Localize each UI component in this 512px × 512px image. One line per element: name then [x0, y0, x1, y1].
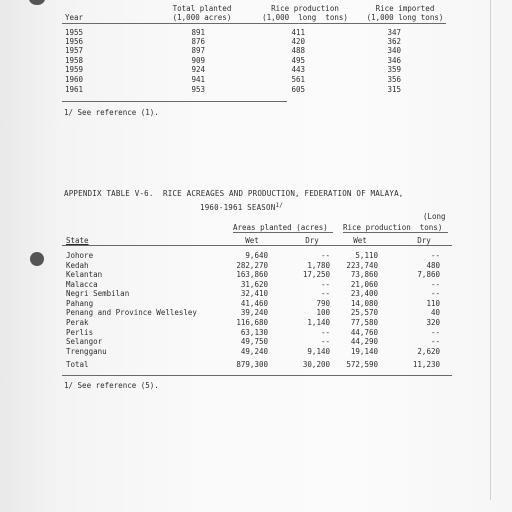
t2-dry-tons: -- — [430, 251, 440, 260]
t2-wet-tons: 14,080 — [350, 299, 378, 308]
t2-header-areas: Areas planted (acres) — [233, 223, 328, 232]
t2-wet-acres: 49,240 — [240, 347, 268, 356]
t1-header-rice-2: (1,000 long tons) — [262, 13, 348, 22]
t2-dry-tons: -- — [430, 337, 440, 346]
t2-state: Pahang — [66, 299, 94, 308]
t2-dry-acres: 1,780 — [307, 261, 330, 270]
t2-dry-tons: 320 — [426, 318, 440, 327]
binder-hole-top — [29, 0, 45, 5]
t2-header-unit-top: (Long — [423, 212, 446, 221]
t2-footnote: 1/ See reference (5). — [64, 381, 159, 390]
t2-dry-acres: -- — [320, 280, 330, 289]
t2-header-state: State — [66, 236, 89, 245]
t2-state: Kelantan — [66, 270, 103, 279]
t2-state: Negri Sembilan — [66, 289, 130, 298]
t2-wet-tons: 25,570 — [350, 308, 378, 317]
t2-header-rule — [62, 245, 452, 246]
t2-dry-tons: 40 — [430, 308, 440, 317]
t1-imported: 340 — [387, 46, 401, 55]
t1-imported: 362 — [387, 37, 401, 46]
binder-hole-middle — [30, 252, 44, 266]
t1-rice: 411 — [291, 28, 305, 37]
t1-year: 1955 — [65, 28, 84, 37]
t1-imported: 347 — [387, 28, 401, 37]
t2-wet-acres: 282,270 — [236, 261, 268, 270]
t1-imported: 315 — [387, 85, 401, 94]
t2-state: Perlis — [66, 328, 94, 337]
t2-total-dry-tons: 11,230 — [412, 360, 440, 369]
t2-header-dry-areas: Dry — [305, 236, 319, 245]
t2-wet-acres: 31,620 — [240, 280, 268, 289]
t2-dry-tons: 480 — [426, 261, 440, 270]
t2-title: APPENDIX TABLE V-6. RICE ACREAGES AND PRODUCTION, FEDERATION OF MALAYA, — [64, 189, 404, 198]
t1-header-planted-1: Total planted — [172, 4, 232, 13]
t1-header-rule — [62, 23, 446, 24]
t2-total-wet-acres: 879,300 — [236, 360, 268, 369]
t2-state: Johore — [66, 251, 94, 260]
t2-rice-underline — [343, 232, 448, 233]
t2-state: Penang and Province Wellesley — [66, 308, 197, 317]
t2-subtitle-footnote-ref: 1/ — [275, 202, 284, 209]
t1-year: 1956 — [65, 37, 84, 46]
t1-rice: 443 — [291, 65, 305, 74]
t2-dry-acres: -- — [320, 289, 330, 298]
t2-total-dry-acres: 30,200 — [302, 360, 330, 369]
t1-footnote: 1/ See reference (1). — [64, 108, 159, 117]
t2-wet-acres: 116,680 — [236, 318, 268, 327]
t2-bottom-rule — [62, 375, 452, 376]
t2-state: Trengganu — [66, 347, 107, 356]
t2-wet-acres: 39,240 — [240, 308, 268, 317]
t1-planted: 909 — [191, 56, 205, 65]
t2-areas-underline — [233, 232, 333, 233]
t2-total-wet-tons: 572,590 — [346, 360, 378, 369]
t2-dry-tons: 7,860 — [417, 270, 440, 279]
t2-header-wet-areas: Wet — [245, 236, 259, 245]
t2-dry-acres: 1,140 — [307, 318, 330, 327]
t1-planted: 876 — [191, 37, 205, 46]
t1-rice: 420 — [291, 37, 305, 46]
t1-year: 1958 — [65, 56, 84, 65]
t1-rice: 605 — [291, 85, 305, 94]
t1-planted: 897 — [191, 46, 205, 55]
t1-planted: 953 — [191, 85, 205, 94]
t2-header-dry-rice: Dry — [417, 236, 431, 245]
t1-imported: 359 — [387, 65, 401, 74]
t2-wet-acres: 41,460 — [240, 299, 268, 308]
t1-rice: 495 — [291, 56, 305, 65]
t2-dry-acres: 790 — [316, 299, 330, 308]
t1-planted: 941 — [191, 75, 205, 84]
t2-wet-acres: 163,860 — [236, 270, 268, 279]
t2-wet-tons: 223,740 — [346, 261, 378, 270]
t2-wet-tons: 21,060 — [350, 280, 378, 289]
t2-wet-tons: 5,110 — [355, 251, 378, 260]
t1-imported: 356 — [387, 75, 401, 84]
t1-year: 1957 — [65, 46, 84, 55]
t2-wet-tons: 44,290 — [350, 337, 378, 346]
t2-header-rice: Rice production tons) — [343, 223, 443, 232]
t1-planted: 924 — [191, 65, 205, 74]
t2-dry-tons: -- — [430, 280, 440, 289]
t2-wet-tons: 44,760 — [350, 328, 378, 337]
page-edge — [490, 0, 491, 500]
t1-rice: 488 — [291, 46, 305, 55]
t2-subtitle-text: 1960-1961 SEASON — [200, 203, 276, 212]
t2-dry-tons: -- — [430, 328, 440, 337]
t2-wet-acres: 49,750 — [240, 337, 268, 346]
t2-wet-tons: 73,860 — [350, 270, 378, 279]
t2-wet-tons: 19,140 — [350, 347, 378, 356]
t2-wet-acres: 32,410 — [240, 289, 268, 298]
t2-dry-tons: 110 — [426, 299, 440, 308]
t2-dry-acres: -- — [320, 328, 330, 337]
t2-header-wet-rice: Wet — [353, 236, 367, 245]
t2-state: Malacca — [66, 280, 98, 289]
t2-state: Selangor — [66, 337, 103, 346]
t1-year: 1961 — [65, 85, 84, 94]
t1-planted: 891 — [191, 28, 205, 37]
t1-year: 1960 — [65, 75, 84, 84]
t2-state: Perak — [66, 318, 89, 327]
t2-subtitle — [200, 203, 283, 213]
t2-wet-acres: 63,130 — [240, 328, 268, 337]
t2-dry-tons: -- — [430, 289, 440, 298]
t2-dry-tons: 2,620 — [417, 347, 440, 356]
t1-header-rice-1: Rice production — [271, 4, 339, 13]
t2-wet-tons: 77,580 — [350, 318, 378, 327]
t1-rice: 561 — [291, 75, 305, 84]
t1-imported: 346 — [387, 56, 401, 65]
t1-bottom-rule — [62, 101, 287, 102]
t2-wet-tons: 23,400 — [350, 289, 378, 298]
t2-dry-acres: 9,140 — [307, 347, 330, 356]
t2-total-label: Total — [66, 360, 89, 369]
t2-dry-acres: 100 — [316, 308, 330, 317]
t1-header-planted-2: (1,000 acres) — [172, 13, 232, 22]
t2-dry-acres: -- — [320, 337, 330, 346]
t2-dry-acres: -- — [320, 251, 330, 260]
t2-wet-acres: 9,640 — [245, 251, 268, 260]
t1-year: 1959 — [65, 65, 84, 74]
t1-header-imported-2: (1,000 long tons) — [366, 13, 444, 22]
t1-header-imported-1: Rice imported — [375, 4, 435, 13]
t2-dry-acres: 17,250 — [302, 270, 330, 279]
t1-header-year: Year — [65, 13, 84, 22]
t2-state: Kedah — [66, 261, 89, 270]
